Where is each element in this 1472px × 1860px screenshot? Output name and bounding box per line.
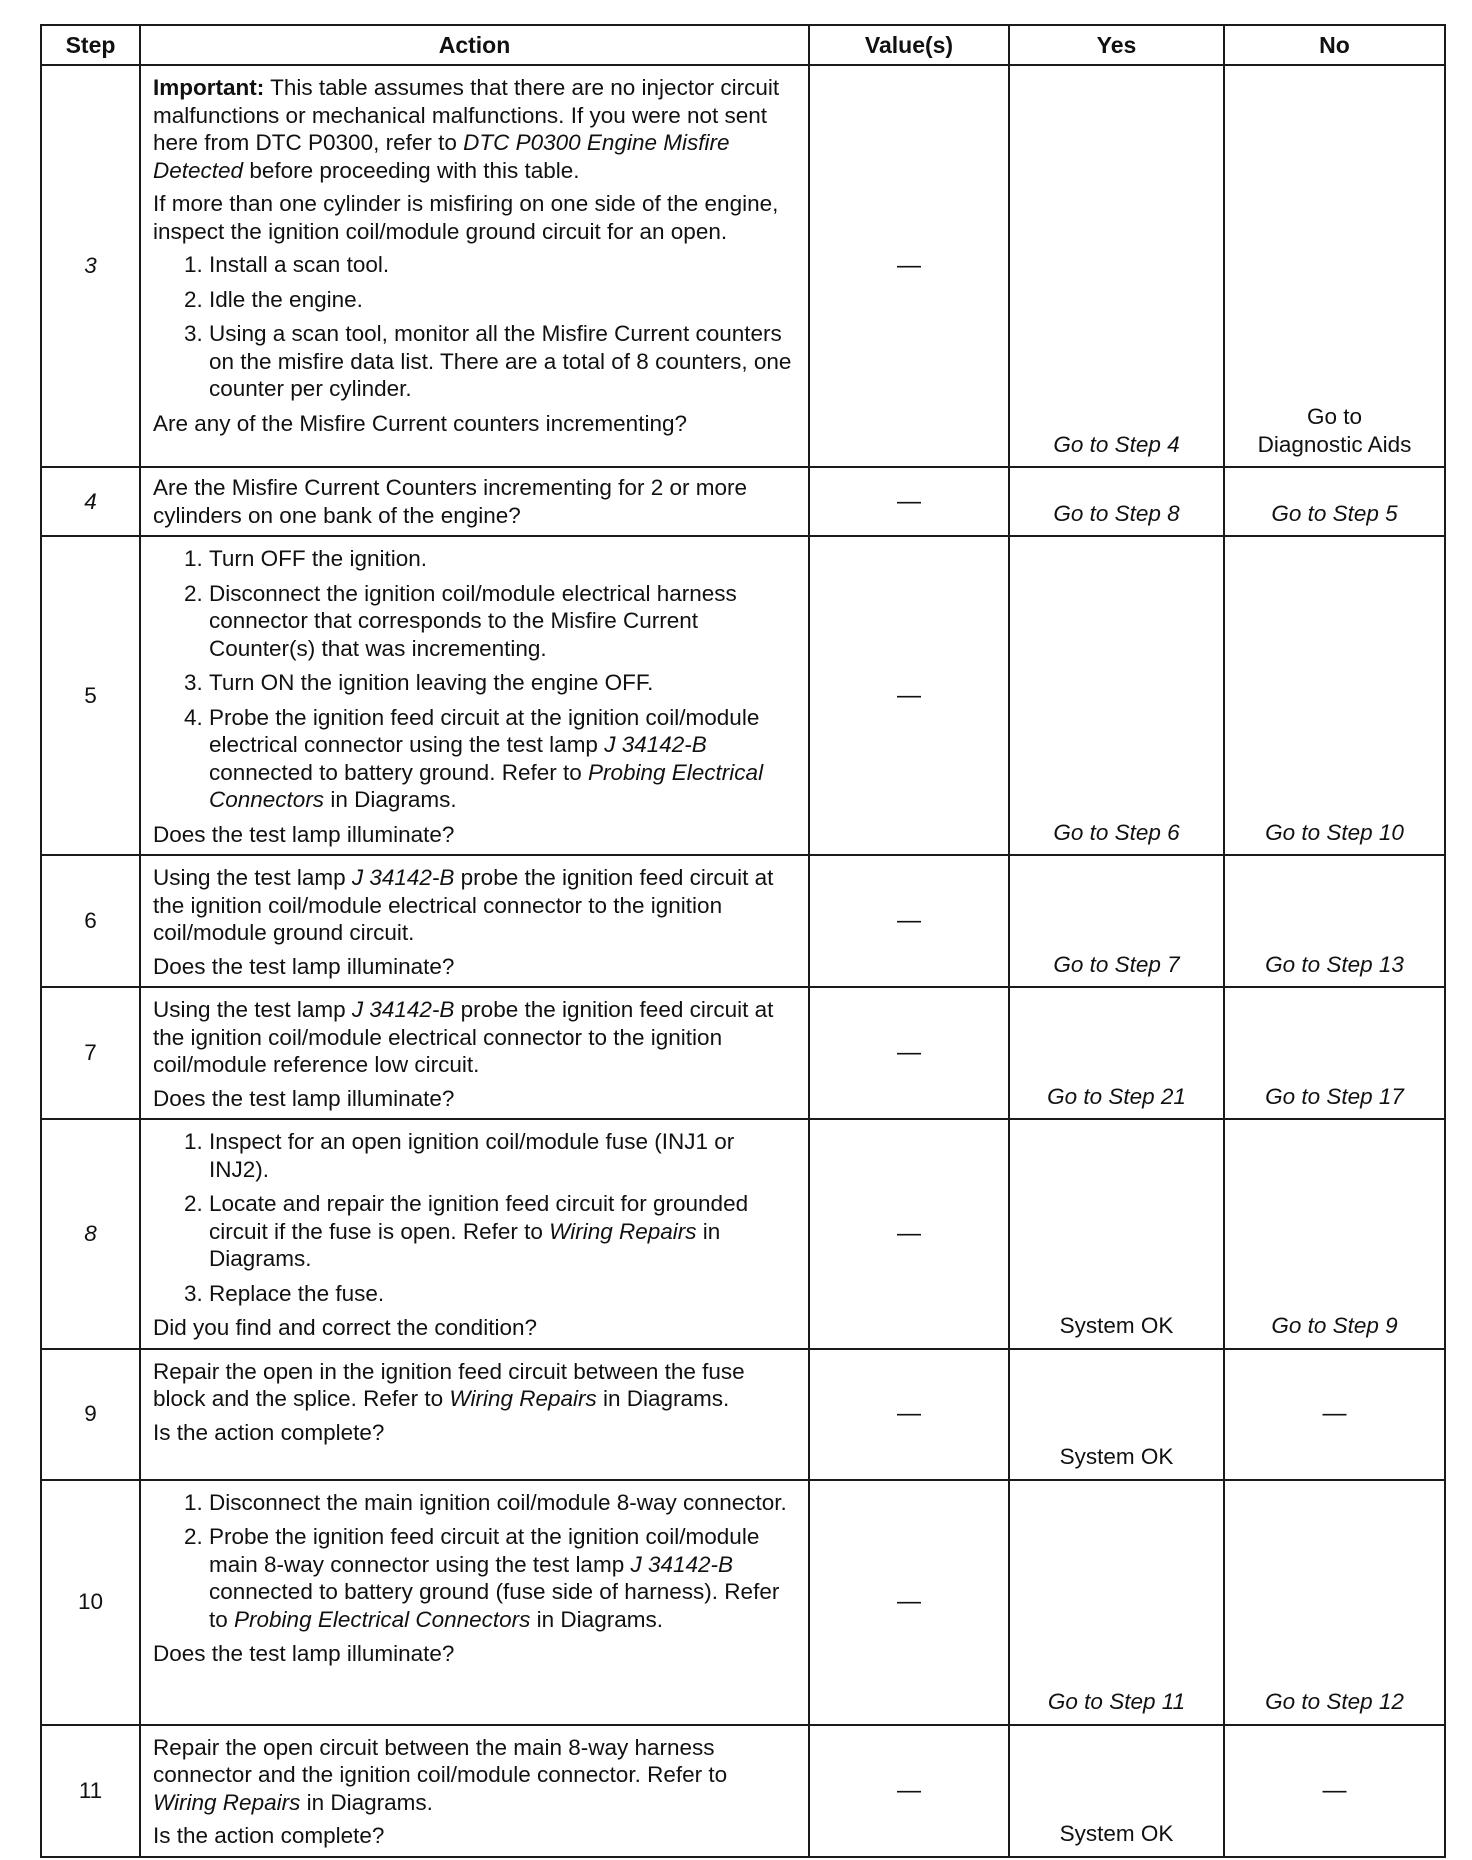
diagnostic-table <box>40 24 1446 1858</box>
list-item: 3. Using a scan tool, monitor all the Misfire Current counters on the misfire data list. There are a total of 8 counters, one counter per cylinder. <box>209 320 796 403</box>
list-item: 2. Probe the ignition feed circuit at the ignition coil/module main 8-way connector using the test lamp J 34142-B connected to battery ground (fuse side of harness). Refer to Probing Electrical Connectors in Diagrams. <box>209 1523 796 1633</box>
step-number: 7 <box>41 987 140 1119</box>
action-question: Is the action complete? <box>153 1419 385 1445</box>
list-item: 2. Idle the engine. <box>209 286 796 314</box>
table-row-step-9 <box>41 1349 1445 1480</box>
list-item: 1. Install a scan tool. <box>209 251 796 279</box>
table-row-step-3 <box>41 65 1445 467</box>
step-number: 8 <box>41 1119 140 1349</box>
value-cell: — <box>809 1480 1009 1725</box>
no-cell: Go to Step 17 <box>1224 987 1445 1119</box>
list-item: 2. Locate and repair the ignition feed circuit for grounded circuit if the fuse is open. Refer to Wiring Repairs in Diagrams. <box>209 1190 796 1273</box>
action-paragraph: Repair the open circuit between the main 8-way harness connector and the ignition coil/module connector. Refer to Wiring Repairs in Diagrams. <box>153 1734 728 1815</box>
action-question: Does the test lamp illuminate? <box>153 953 455 979</box>
action-paragraph: Using the test lamp J 34142-B probe the ignition feed circuit at the ignition coil/module electrical connector to the ignition coil/module reference low circuit. <box>153 997 774 1077</box>
action-paragraph: If more than one cylinder is misfiring on one side of the engine, inspect the ignition coil/module ground circuit for an open. <box>153 191 779 244</box>
yes-cell: Go to Step 21 <box>1009 987 1224 1119</box>
list-item: 1. Turn OFF the ignition. <box>209 545 796 573</box>
action-question: Did you find and correct the condition? <box>153 1315 537 1340</box>
list-item: 1. Inspect for an open ignition coil/module fuse (INJ1 or INJ2). <box>209 1128 796 1183</box>
action-question: Does the test lamp illuminate? <box>153 1085 455 1111</box>
important-note: Important: This table assumes that there are no injector circuit malfunctions or mechanical malfunctions. If you were not sent here from DTC P0300, refer to DTC P0300 Engine Misfire Detected before proceeding with this table. <box>153 75 780 183</box>
action-question: Does the test lamp illuminate? <box>153 1641 455 1666</box>
action-cell <box>140 1119 809 1349</box>
header-no: No <box>1224 25 1445 65</box>
no-cell: — <box>1224 1349 1445 1480</box>
table-row-step-10 <box>41 1480 1445 1725</box>
step-number: 10 <box>41 1480 140 1725</box>
table-row-step-11 <box>41 1725 1445 1857</box>
value-cell: — <box>809 65 1009 467</box>
no-cell: Go to Step 9 <box>1224 1119 1445 1349</box>
action-question: Are any of the Misfire Current counters incrementing? <box>153 410 687 436</box>
header-row <box>41 25 1445 65</box>
value-cell: — <box>809 467 1009 536</box>
list-item: 4. Probe the ignition feed circuit at the ignition coil/module electrical connector using the test lamp J 34142-B connected to battery ground. Refer to Probing Electrical Connectors in Diagrams. <box>209 704 796 814</box>
value-cell: — <box>809 1725 1009 1857</box>
no-cell: Go to Step 10 <box>1224 536 1445 855</box>
header-step: Step <box>41 25 140 65</box>
table-row-step-7 <box>41 987 1445 1119</box>
procedure-list <box>153 1128 796 1307</box>
yes-cell: Go to Step 7 <box>1009 855 1224 987</box>
procedure-list <box>153 1489 796 1634</box>
header-action: Action <box>140 25 809 65</box>
action-cell <box>140 536 809 855</box>
yes-cell: Go to Step 4 <box>1009 65 1224 467</box>
action-cell <box>140 467 809 536</box>
value-cell: — <box>809 855 1009 987</box>
value-cell: — <box>809 987 1009 1119</box>
no-cell: Go to Step 13 <box>1224 855 1445 987</box>
step-number: 4 <box>41 467 140 536</box>
value-cell: — <box>809 1119 1009 1349</box>
yes-cell: System OK <box>1009 1349 1224 1480</box>
yes-cell: Go to Step 6 <box>1009 536 1224 855</box>
action-cell <box>140 1480 809 1725</box>
table-row-step-8 <box>41 1119 1445 1349</box>
procedure-list <box>153 251 796 403</box>
step-number: 11 <box>41 1725 140 1857</box>
action-question: Are the Misfire Current Counters incrementing for 2 or more cylinders on one bank of the engine? <box>153 475 747 528</box>
value-cell: — <box>809 1349 1009 1480</box>
step-number: 3 <box>41 65 140 467</box>
step-number: 5 <box>41 536 140 855</box>
action-cell <box>140 65 809 467</box>
no-cell: — <box>1224 1725 1445 1857</box>
yes-cell: Go to Step 8 <box>1009 467 1224 536</box>
list-item: 3. Replace the fuse. <box>209 1280 796 1308</box>
yes-cell: System OK <box>1009 1119 1224 1349</box>
list-item: 2. Disconnect the ignition coil/module electrical harness connector that corresponds to the Misfire Current Counter(s) that was incrementing. <box>209 580 796 663</box>
yes-cell: Go to Step 11 <box>1009 1480 1224 1725</box>
list-item: 1. Disconnect the main ignition coil/module 8-way connector. <box>209 1489 796 1517</box>
action-cell <box>140 855 809 987</box>
action-question: Is the action complete? <box>153 1823 385 1848</box>
no-cell: Go to Step 12 <box>1224 1480 1445 1725</box>
action-paragraph: Repair the open in the ignition feed circuit between the fuse block and the splice. Refer to Wiring Repairs in Diagrams. <box>153 1358 745 1411</box>
table-row-step-4 <box>41 467 1445 536</box>
step-number: 6 <box>41 855 140 987</box>
yes-cell: System OK <box>1009 1725 1224 1857</box>
header-yes: Yes <box>1009 25 1224 65</box>
action-cell <box>140 987 809 1119</box>
action-question: Does the test lamp illuminate? <box>153 821 455 847</box>
table-row-step-6 <box>41 855 1445 987</box>
no-cell: Go to Diagnostic Aids <box>1224 65 1445 467</box>
header-values: Value(s) <box>809 25 1009 65</box>
step-number: 9 <box>41 1349 140 1480</box>
action-cell <box>140 1349 809 1480</box>
value-cell: — <box>809 536 1009 855</box>
action-paragraph: Using the test lamp J 34142-B probe the ignition feed circuit at the ignition coil/module electrical connector to the ignition coil/module ground circuit. <box>153 865 774 945</box>
action-cell <box>140 1725 809 1857</box>
procedure-list <box>153 545 796 814</box>
no-cell: Go to Step 5 <box>1224 467 1445 536</box>
list-item: 3. Turn ON the ignition leaving the engine OFF. <box>209 669 796 697</box>
table-row-step-5 <box>41 536 1445 855</box>
